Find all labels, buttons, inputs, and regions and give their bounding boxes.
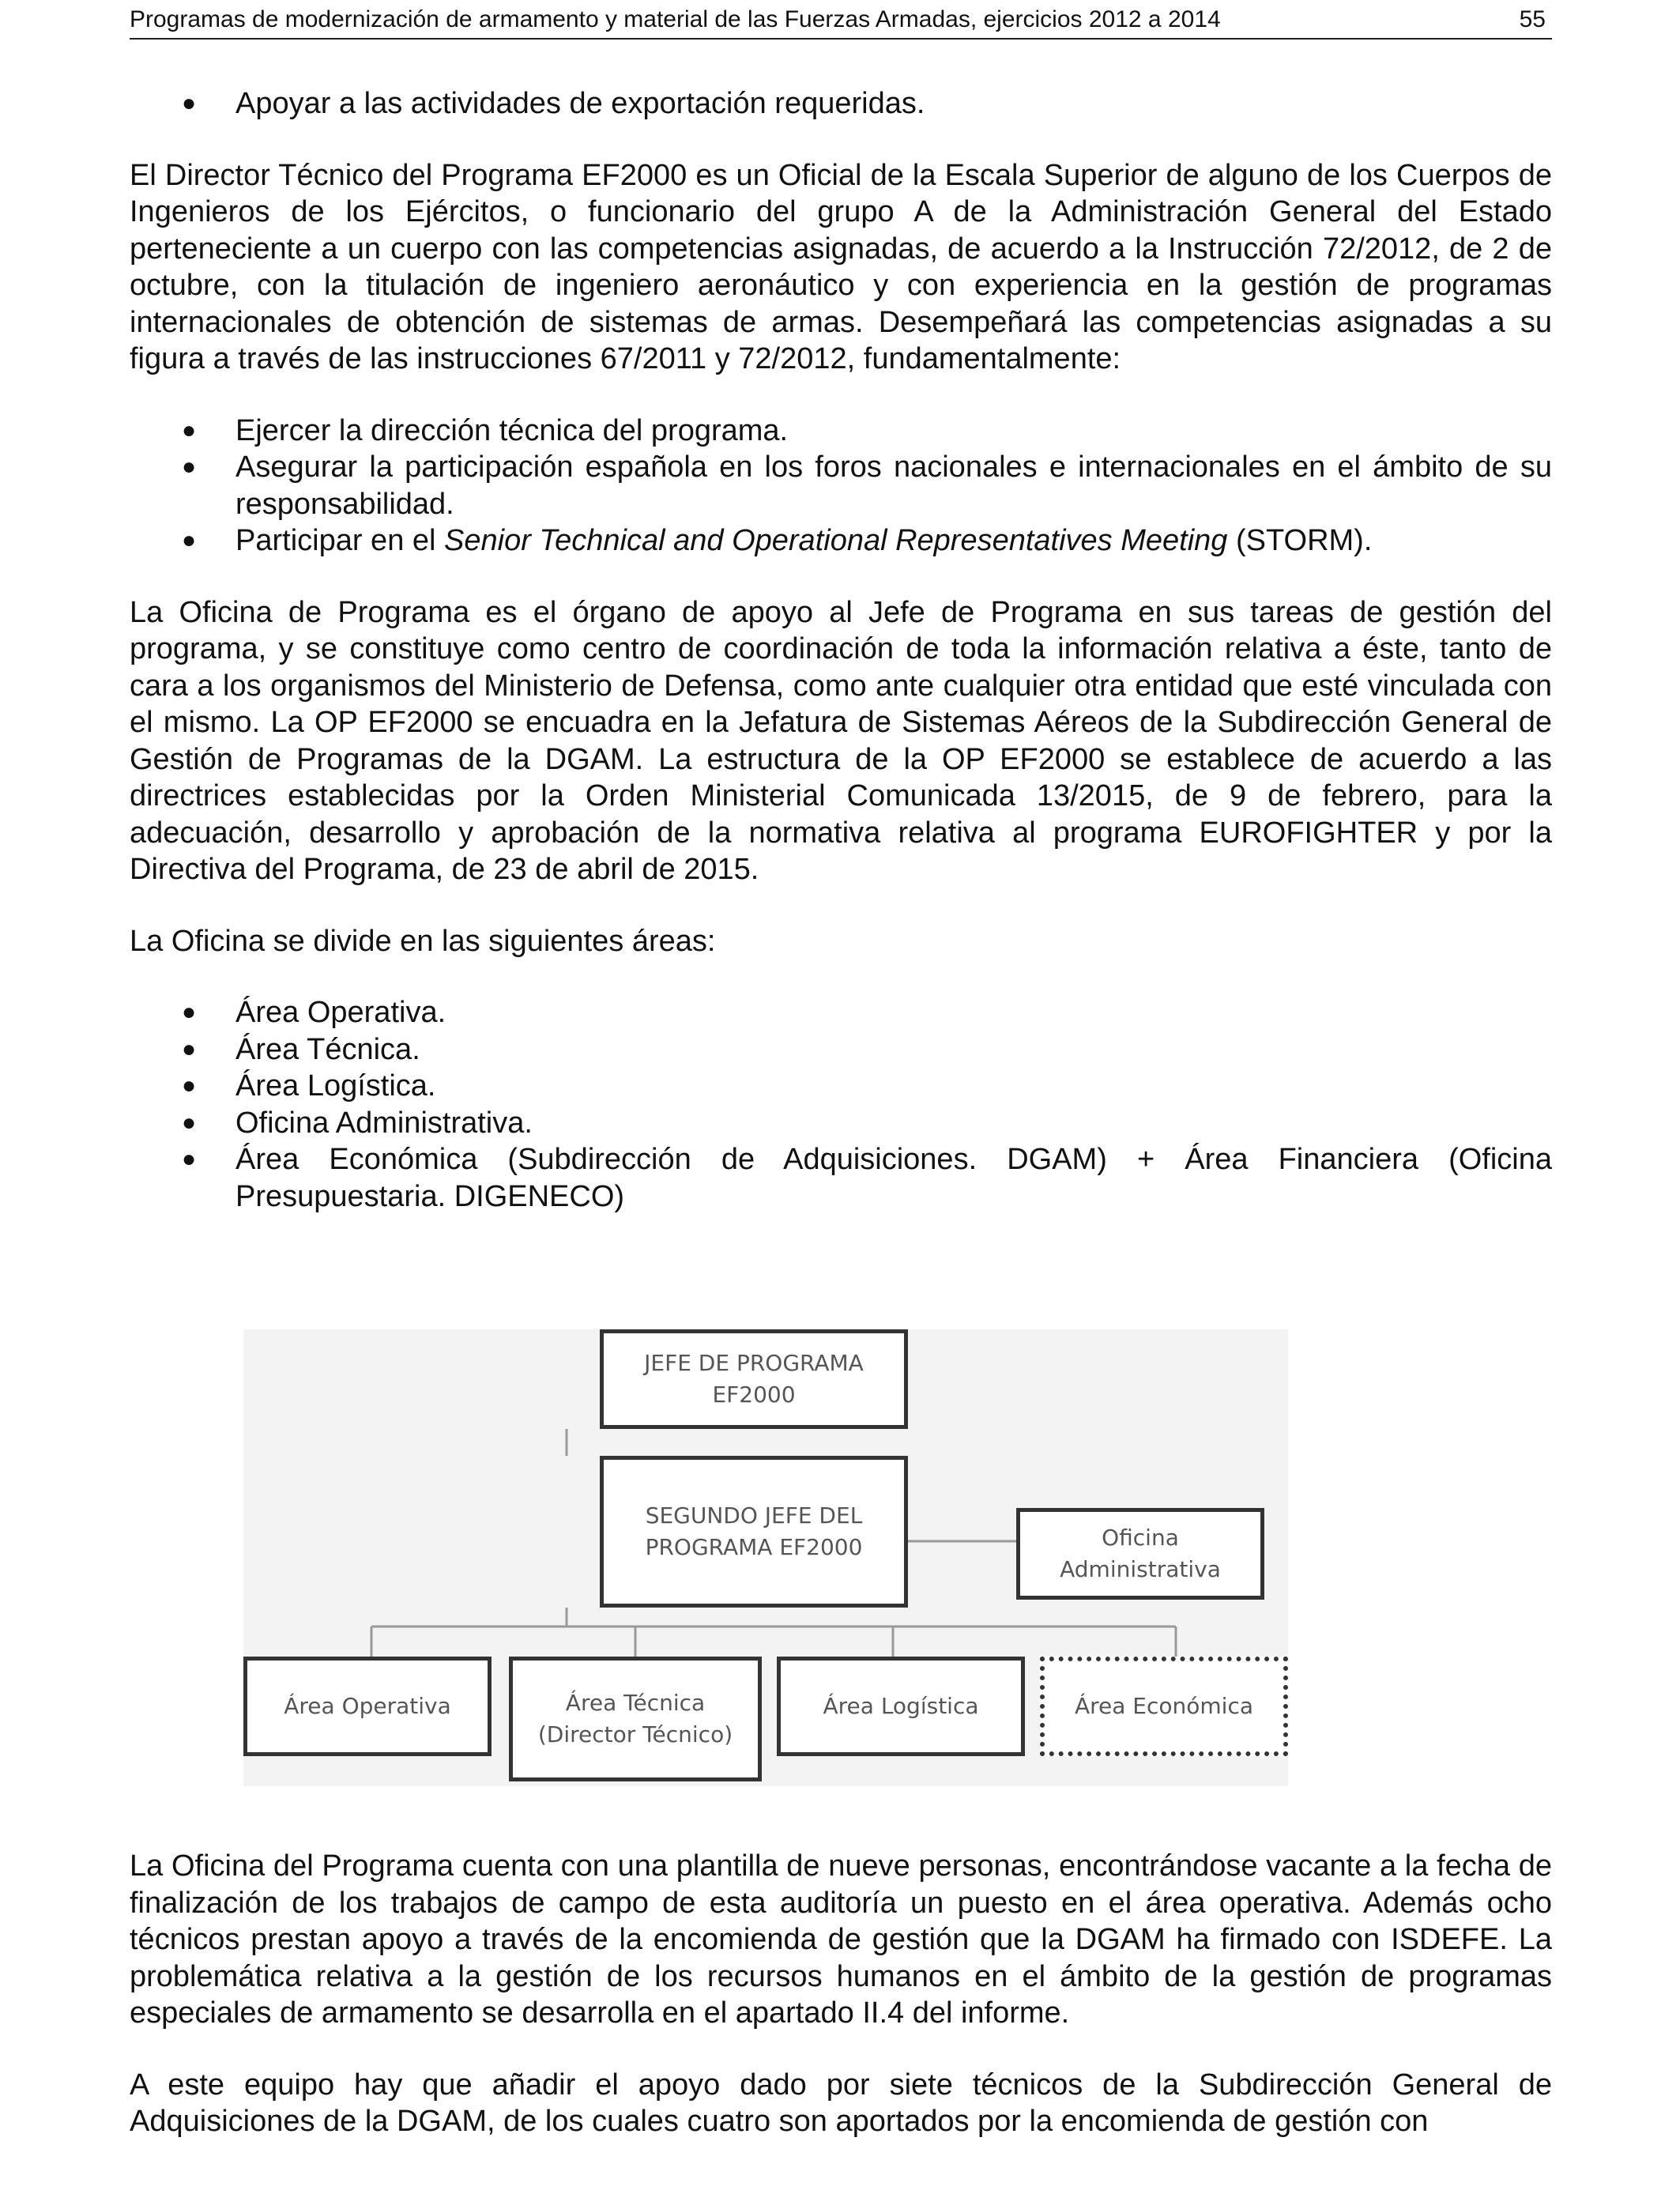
bullet-dot-icon: ● [182, 1146, 197, 1172]
body-text [130, 85, 1552, 1215]
org-chart [243, 1329, 1288, 1786]
org-box-oficina-administrativa: Oficina Administrativa [1016, 1508, 1264, 1600]
bullet-list-areas [130, 994, 1552, 1215]
bullet-dot-icon: ● [182, 1035, 197, 1062]
page-number: 55 [1519, 6, 1546, 32]
list-item: ● Asegurar la participación española en los foros nacionales e internacionales en el ámbito de su responsabilidad. [182, 450, 1552, 521]
bullet-dot-icon: ● [182, 90, 197, 116]
bullet-dot-icon: ● [182, 999, 197, 1025]
bullet-dot-icon: ● [182, 454, 197, 480]
org-box-jefe-programa: JEFE DE PROGRAMA EF2000 [600, 1329, 908, 1429]
org-box-area-operativa: Área Operativa [243, 1657, 492, 1756]
bullet-dot-icon: ● [182, 417, 197, 443]
paragraph-equipo: A este equipo hay que añadir el apoyo dado por siete técnicos de la Subdirección General de Adquisiciones de la DGAM, de los cuales cuatro son aportados por la encomienda de gestión con [130, 2068, 1552, 2138]
list-item: ● Área Económica (Subdirección de Adquisiciones. DGAM) + Área Financiera (Oficina Presupuestaria. DIGENECO) [182, 1143, 1552, 1213]
bullet-dot-icon: ● [182, 1072, 197, 1099]
bullet-list-top [130, 85, 1552, 123]
running-header [130, 6, 1552, 40]
org-box-area-economica: Área Económica [1040, 1657, 1288, 1756]
paragraph-plantilla: La Oficina del Programa cuenta con una plantilla de nueve personas, encontrándose vacante a la fecha de finalización de los trabajos de campo de esta auditoría un puesto en el área operativa. Además ocho técnicos prestan apoyo a través de la encomienda de gestión que la DGAM ha firmado con ISDEFE. La problemática relativa a la gestión de los recursos humanos en el ámbito de la gestión de programas especiales de armamento se desarrolla en el apartado II.4 del informe. [130, 1849, 1552, 2030]
bullet-list-director [130, 413, 1552, 560]
list-item: ● Participar en el Senior Technical and Operational Representatives Meeting (STORM). [130, 522, 1552, 560]
paragraph-director-tecnico: El Director Técnico del Programa EF2000 es un Oficial de la Escala Superior de alguno de los Cuerpos de Ingenieros de los Ejércitos, o funcionario del grupo A de la Administración General del Estado perteneciente a un cuerpo con las competencias asignadas, de acuerdo a la Instrucción 72/2012, de 2 de octubre, con la titulación de ingeniero aeronáutico y con experiencia en la gestión de programas internacionales de obtención de sistemas de armas. Desempeñará las competencias asignadas a su figura a través de las instrucciones 67/2011 y 72/2012, fundamentalmente: [130, 158, 1552, 375]
storm-italic: Senior Technical and Operational Representatives Meeting [444, 524, 1228, 557]
header-title: Programas de modernización de armamento y material de las Fuerzas Armadas, ejercicios 2012 a 2014 [130, 6, 1221, 32]
paragraph-areas-intro: La Oficina se divide en las siguientes áreas: [130, 924, 716, 958]
body-text-bottom [130, 1848, 1552, 2140]
list-item: ● Ejercer la dirección técnica del programa. [130, 413, 1552, 450]
org-box-area-tecnica: Área Técnica (Director Técnico) [509, 1657, 762, 1781]
list-item: ● Área Logística. [130, 1068, 1552, 1105]
list-item: ● Área Operativa. [130, 994, 1552, 1031]
list-item: ● Apoyar a las actividades de exportación requeridas. [130, 85, 1552, 123]
list-item: ● Área Técnica. [130, 1031, 1552, 1069]
bullet-dot-icon: ● [182, 1109, 197, 1136]
bullet-dot-icon: ● [182, 527, 197, 553]
org-box-area-logistica: Área Logística [777, 1657, 1025, 1756]
org-box-segundo-jefe: SEGUNDO JEFE DEL PROGRAMA EF2000 [600, 1456, 908, 1608]
paragraph-oficina-programa: La Oficina de Programa es el órgano de apoyo al Jefe de Programa en sus tareas de gestión del programa, y se constituye como centro de coordinación de toda la información relativa a éste, tanto de cara a los organismos del Ministerio de Defensa, como ante cualquier otra entidad que esté vinculada con el mismo. La OP EF2000 se encuadra en la Jefatura de Sistemas Aéreos de la Subdirección General de Gestión de Programas de la DGAM. La estructura de la OP EF2000 se establece de acuerdo a las directrices establecidas por la Orden Ministerial Comunicada 13/2015, de 9 de febrero, para la adecuación, desarrollo y aprobación de la normativa relativa al programa EUROFIGHTER y por la Directiva del Programa, de 23 de abril de 2015. [130, 595, 1552, 886]
list-item: ● Oficina Administrativa. [130, 1105, 1552, 1142]
